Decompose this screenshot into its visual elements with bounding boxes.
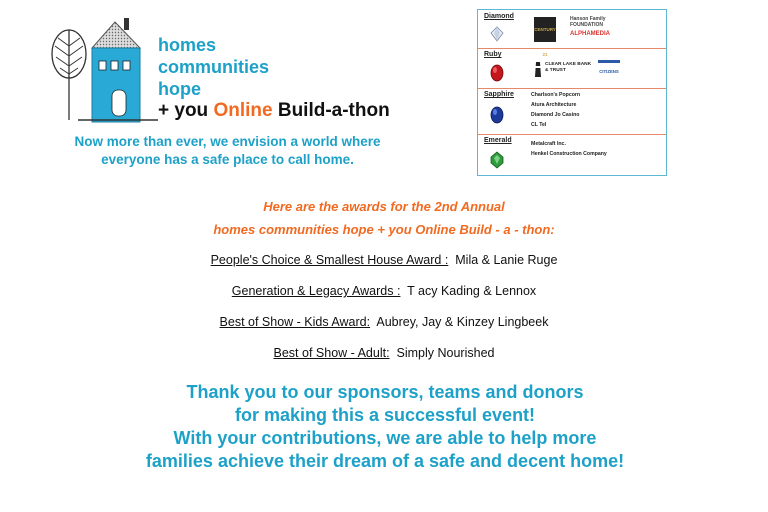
tier-sapphire [478, 88, 666, 135]
award-label: People's Choice & Smallest House Award : [210, 253, 449, 267]
sapphire-sponsor-list [531, 90, 580, 130]
tier-emerald-label: Emerald [484, 137, 512, 144]
award-winner: Aubrey, Jay & Kinzey Lingbeek [376, 315, 549, 329]
logo-line-homes: homes [158, 35, 217, 55]
tier-diamond-label: Diamond [484, 13, 514, 20]
diamond-gem-icon [490, 26, 504, 42]
sapphire-gem-icon [490, 106, 504, 124]
logo-line-build-a-thon [158, 100, 390, 122]
logo-plus-you: + you [158, 100, 214, 121]
award-peoples-choice [0, 253, 768, 267]
tier-emerald [478, 134, 666, 175]
tree-icon [52, 30, 86, 120]
emerald-sponsor-list [531, 139, 607, 159]
sponsor-logo-clear-lake: CLEAR LAKE BANK & TRUST [545, 62, 592, 73]
logo-build-a-thon: Build-a-thon [272, 100, 390, 121]
award-winner: Mila & Lanie Ruge [455, 253, 558, 267]
awards-intro-line-1: Here are the awards for the 2nd Annual [263, 199, 505, 214]
sponsor-logo-alphamedia: ALPHAMEDIA [570, 31, 610, 37]
award-best-kids [0, 315, 768, 329]
tier-ruby [478, 48, 666, 89]
logo-wordmark [158, 34, 269, 100]
emerald-sponsor: Henkel Construction Company [531, 151, 607, 157]
sapphire-sponsor: Diamond Jo Casino [531, 112, 580, 118]
sponsor-logo-hanson: Hanson Family FOUNDATION [570, 16, 606, 28]
logo-online: Online [213, 100, 273, 121]
logo-line-hope: hope [158, 79, 201, 99]
award-winner: Simply Nourished [396, 346, 495, 360]
award-winner: T acy Kading & Lennox [407, 284, 537, 298]
sapphire-sponsor: CL Tel [531, 122, 547, 128]
tier-sapphire-label: Sapphire [484, 91, 514, 98]
award-label: Best of Show - Adult: [273, 346, 390, 360]
tagline-line-1: Now more than ever, we envision a world where [74, 134, 381, 149]
award-generation-legacy [0, 284, 768, 298]
thanks-line-3: With your contributions, we are able to help more [173, 428, 597, 448]
thanks-line-2: for making this a successful event! [234, 405, 536, 425]
logo-line-communities: communities [158, 57, 270, 77]
tagline [40, 133, 415, 169]
house-icon [78, 18, 158, 122]
thank-you-message [60, 381, 710, 473]
tagline-line-2: everyone has a safe place to call home. [101, 152, 354, 167]
sponsor-logo-century21: CENTURY 21 [534, 17, 556, 42]
sponsors-panel [477, 9, 667, 176]
thanks-line-1: Thank you to our sponsors, teams and donors [186, 382, 584, 402]
sponsor-logo-citizens: CITIZENS [598, 60, 620, 78]
emerald-sponsor: Metalcraft Inc. [531, 141, 566, 147]
award-label: Best of Show - Kids Award: [219, 315, 371, 329]
sapphire-sponsor: Charlson's Popcorn [531, 92, 581, 98]
tier-ruby-label: Ruby [484, 51, 502, 58]
award-label: Generation & Legacy Awards : [231, 284, 401, 298]
clear-lake-lighthouse-icon [533, 60, 543, 78]
ruby-gem-icon [490, 64, 504, 82]
awards-intro-line-2: homes communities hope + you Online Build - a - thon: [213, 222, 555, 237]
emerald-gem-icon [490, 151, 504, 169]
sapphire-sponsor: Atura Architecture [531, 102, 577, 108]
award-best-adult [0, 346, 768, 360]
thanks-line-4: families achieve their dream of a safe and decent home! [145, 451, 625, 471]
